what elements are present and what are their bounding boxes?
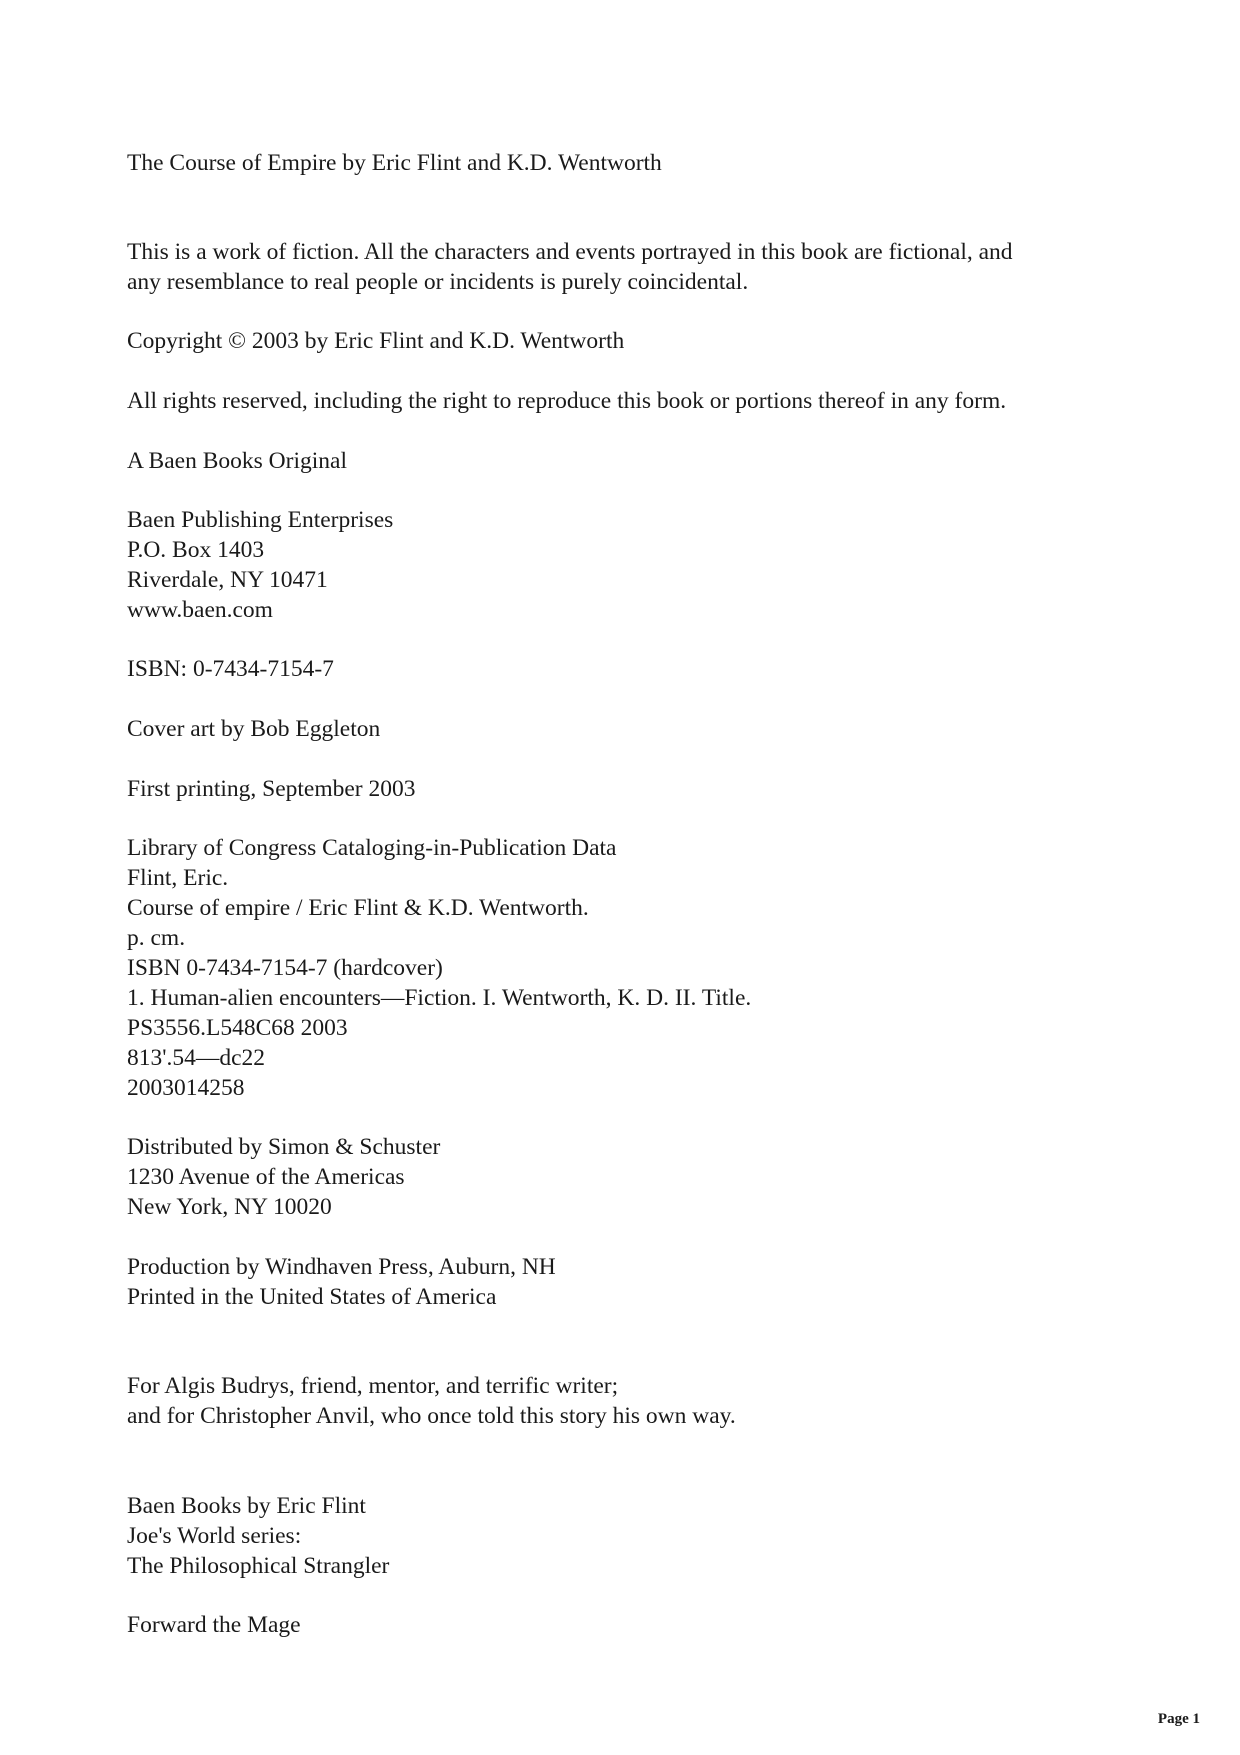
cataloging-line-7: PS3556.L548C68 2003 xyxy=(127,1015,348,1041)
first-printing-line: First printing, September 2003 xyxy=(127,776,416,802)
distribution-line-1: Distributed by Simon & Schuster xyxy=(127,1134,441,1160)
cataloging-line-6: 1. Human-alien encounters—Fiction. I. Wentworth, K. D. II. Title. xyxy=(127,985,752,1011)
forward-title: Forward the Mage xyxy=(127,1612,301,1638)
production-line-1: Production by Windhaven Press, Auburn, NH xyxy=(127,1254,556,1280)
original-line: A Baen Books Original xyxy=(127,448,347,474)
series-label: Joe's World series: xyxy=(127,1523,302,1549)
page-number: Page 1 xyxy=(1157,1711,1200,1727)
distribution-line-2: 1230 Avenue of the Americas xyxy=(127,1164,405,1190)
cataloging-line-5: ISBN 0-7434-7154-7 (hardcover) xyxy=(127,955,443,981)
publisher-website: www.baen.com xyxy=(127,597,273,623)
title-line: The Course of Empire by Eric Flint and K.D. Wentworth xyxy=(127,150,662,176)
production-line-2: Printed in the United States of America xyxy=(127,1284,497,1310)
cataloging-line-3: Course of empire / Eric Flint & K.D. Wentworth. xyxy=(127,895,589,921)
publisher-name: Baen Publishing Enterprises xyxy=(127,507,394,533)
cataloging-line-2: Flint, Eric. xyxy=(127,865,229,891)
cataloging-line-9: 2003014258 xyxy=(127,1075,245,1101)
distribution-line-3: New York, NY 10020 xyxy=(127,1194,332,1220)
publisher-box: P.O. Box 1403 xyxy=(127,537,265,563)
cataloging-line-4: p. cm. xyxy=(127,925,186,951)
copyright-line: Copyright © 2003 by Eric Flint and K.D. Wentworth xyxy=(127,328,625,354)
cataloging-line-8: 813'.54—dc22 xyxy=(127,1045,266,1071)
disclaimer-line-1: This is a work of fiction. All the characters and events portrayed in this book are fictional, and xyxy=(127,239,1013,265)
dedication-line-1: For Algis Budrys, friend, mentor, and terrific writer; xyxy=(127,1373,619,1399)
cataloging-line-1: Library of Congress Cataloging-in-Publication Data xyxy=(127,835,617,861)
isbn-line: ISBN: 0-7434-7154-7 xyxy=(127,656,334,682)
publisher-city: Riverdale, NY 10471 xyxy=(127,567,328,593)
cover-art-line: Cover art by Bob Eggleton xyxy=(127,716,381,742)
series-title: The Philosophical Strangler xyxy=(127,1553,390,1579)
books-by-heading: Baen Books by Eric Flint xyxy=(127,1493,366,1519)
disclaimer-line-2: any resemblance to real people or incidents is purely coincidental. xyxy=(127,269,749,295)
rights-line: All rights reserved, including the right to reproduce this book or portions thereof in any form. xyxy=(127,388,1007,414)
dedication-line-2: and for Christopher Anvil, who once told this story his own way. xyxy=(127,1403,736,1429)
